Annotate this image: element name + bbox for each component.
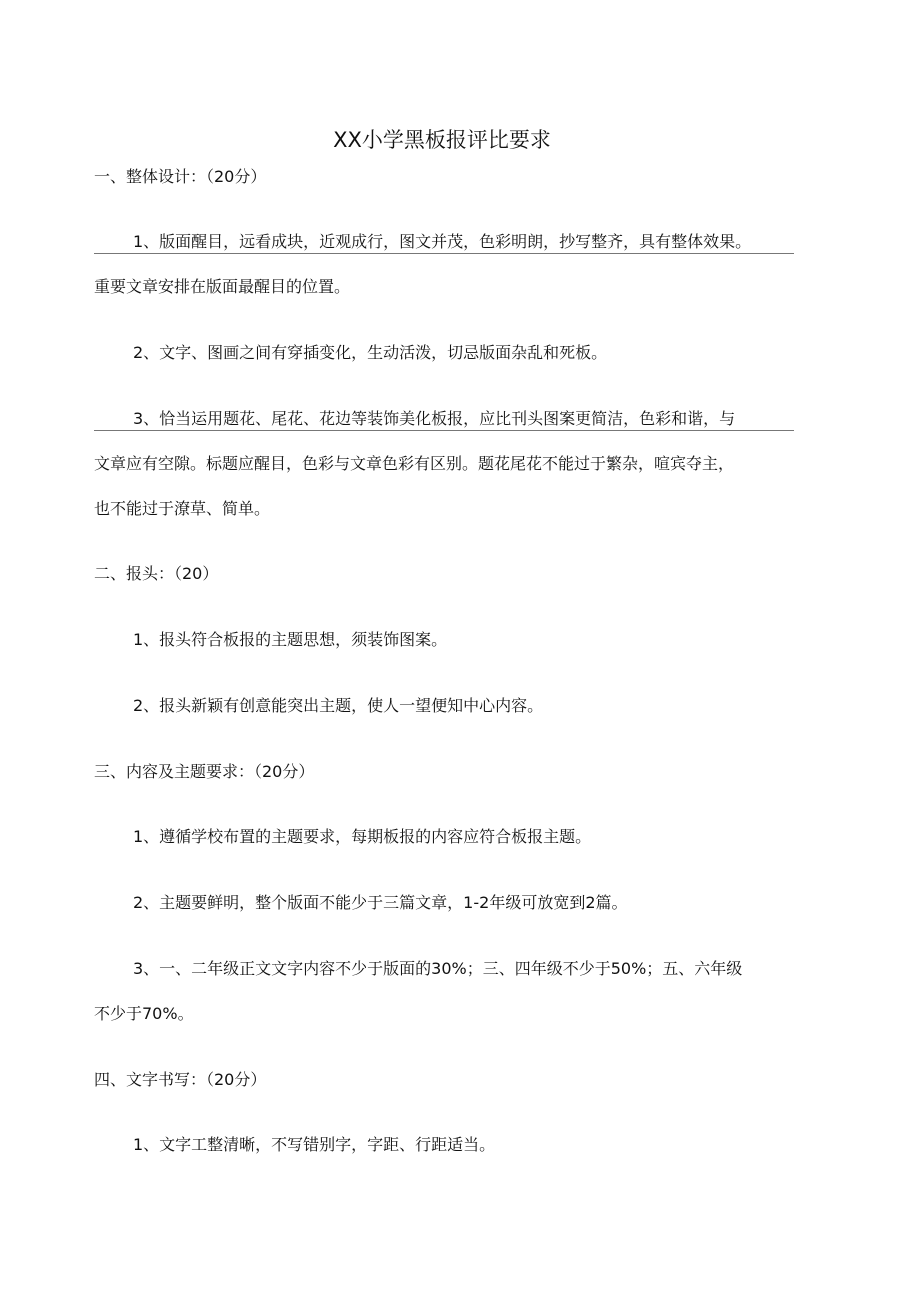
document-title: XX小学黑板报评比要求 xyxy=(333,128,551,152)
section-heading: 四、文字书写：（20分） xyxy=(94,1070,267,1089)
underline-rule xyxy=(94,430,794,431)
paragraph-line: 1、报头符合板报的主题思想，须装饰图案。 xyxy=(133,630,448,649)
paragraph-line: 不少于70%。 xyxy=(94,1004,194,1023)
paragraph-line: 3、恰当运用题花、尾花、花边等装饰美化板报，应比刊头图案更简洁，色彩和谐，与 xyxy=(133,409,736,428)
paragraph-line: 1、文字工整清晰，不写错别字，字距、行距适当。 xyxy=(133,1135,496,1154)
underline-rule xyxy=(94,253,794,254)
paragraph-line: 3、一、二年级正文文字内容不少于版面的30%；三、四年级不少于50%；五、六年级 xyxy=(133,959,743,978)
paragraph-line: 2、文字、图画之间有穿插变化，生动活泼，切忌版面杂乱和死板。 xyxy=(133,343,608,362)
paragraph-line: 1、遵循学校布置的主题要求，每期板报的内容应符合板报主题。 xyxy=(133,827,592,846)
paragraph-line: 2、报头新颖有创意能突出主题，使人一望便知中心内容。 xyxy=(133,696,544,715)
section-heading: 三、内容及主题要求：（20分） xyxy=(94,762,315,781)
paragraph-line: 文章应有空隙。标题应醒目，色彩与文章色彩有区别。题花尾花不能过于繁杂，喧宾夺主， xyxy=(94,454,735,473)
paragraph-line: 重要文章安排在版面最醒目的位置。 xyxy=(94,277,351,296)
paragraph-line: 也不能过于潦草、简单。 xyxy=(94,499,271,518)
section-heading: 二、报头：（20） xyxy=(94,564,219,583)
paragraph-line: 1、版面醒目，远看成块，近观成行，图文并茂，色彩明朗，抄写整齐，具有整体效果。 xyxy=(133,232,752,251)
section-heading: 一、整体设计：（20分） xyxy=(94,167,267,186)
paragraph-line: 2、主题要鲜明，整个版面不能少于三篇文章，1-2年级可放宽到2篇。 xyxy=(133,893,628,912)
